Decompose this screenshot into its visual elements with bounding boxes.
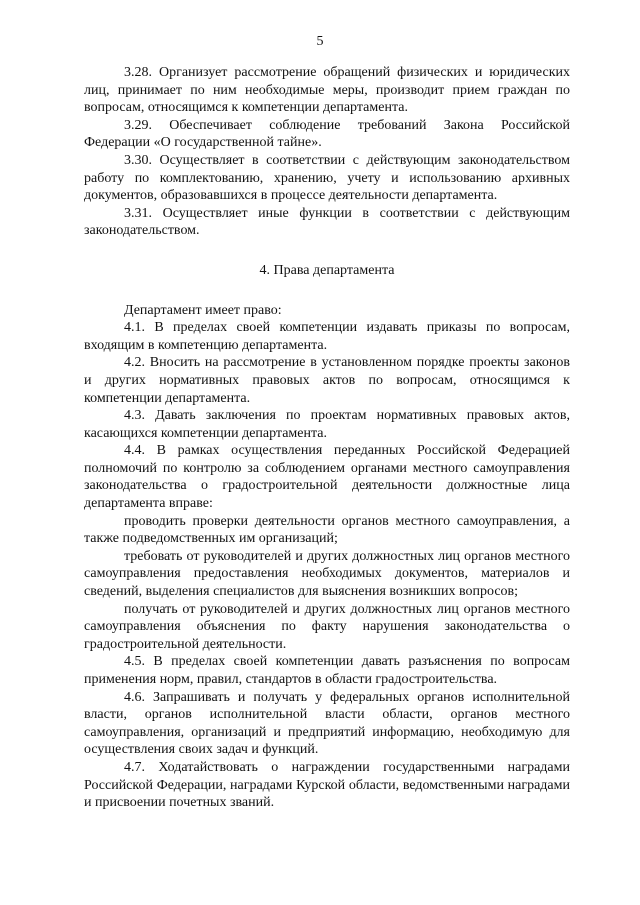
paragraph-4-5: 4.5. В пределах своей компетенции давать разъяснения по вопросам применения норм, правил, стандартов в области градостроительства. xyxy=(84,654,570,687)
paragraph-4-3: 4.3. Давать заключения по проектам нормативных правовых актов, касающихся компетенции департамента. xyxy=(84,408,570,441)
paragraph-4-4-item-3: получать от руководителей и других должностных лиц органов местного самоуправления объяснения по факту нарушения законодательства о градостроительной деятельности. xyxy=(84,601,570,652)
paragraph-3-31: 3.31. Осуществляет иные функции в соответствии с действующим законодательством. xyxy=(84,205,570,239)
paragraph-4-6: 4.6. Запрашивать и получать у федеральных органов исполнительной власти, органов исполнительной власти области, органов местного самоуправления, организаций и предприятий информацию, необходимую для осуществления своих задач и функций. xyxy=(84,689,570,758)
paragraph-4-1: 4.1. В пределах своей компетенции издавать приказы по вопросам, входящим в компетенцию департамента. xyxy=(84,320,570,353)
section-heading: 4. Права департамента xyxy=(259,262,395,278)
paragraph-3-28: 3.28. Организует рассмотрение обращений физических и юридических лиц, принимает по ним необходимые меры, производит прием граждан по вопросам, относящимся к компетенции департамента. xyxy=(84,65,570,116)
page-number: 5 xyxy=(316,34,324,49)
document-body xyxy=(84,64,570,812)
paragraph-rights-intro: Департамент имеет право: xyxy=(124,302,282,318)
paragraph-3-29: 3.29. Обеспечивает соблюдение требований Закона Российской Федерации «О государственной тайне». xyxy=(84,117,570,151)
paragraph-4-2: 4.2. Вносить на рассмотрение в установленном порядке проекты законов и других нормативных правовых актов по вопросам, относящимся к компетенции департамента. xyxy=(84,355,570,406)
paragraph-3-30: 3.30. Осуществляет в соответствии с действующим законодательством работу по комплектованию, хранению, учету и использованию архивных документов, образовавшихся в процессе деятельности департамента. xyxy=(84,152,570,204)
paragraph-4-4-item-2: требовать от руководителей и других должностных лиц органов местного самоуправления предоставления необходимых документов, материалов и сведений, выделения специалистов для выяснения возникших вопросов; xyxy=(84,548,570,600)
paragraph-4-7: 4.7. Ходатайствовать о награждении государственными наградами Российской Федерации, наградами Курской области, ведомственными наградами и присвоении почетных званий. xyxy=(84,759,570,811)
paragraph-4-4: 4.4. В рамках осуществления переданных Российской Федерацией полномочий по контролю за соблюдением органами местного самоуправления законодательства о градостроительной деятельности должностные лица департамента вправе: xyxy=(84,443,570,512)
paragraph-4-4-item-1: проводить проверки деятельности органов местного самоуправления, а также подведомственных им организаций; xyxy=(84,513,570,547)
